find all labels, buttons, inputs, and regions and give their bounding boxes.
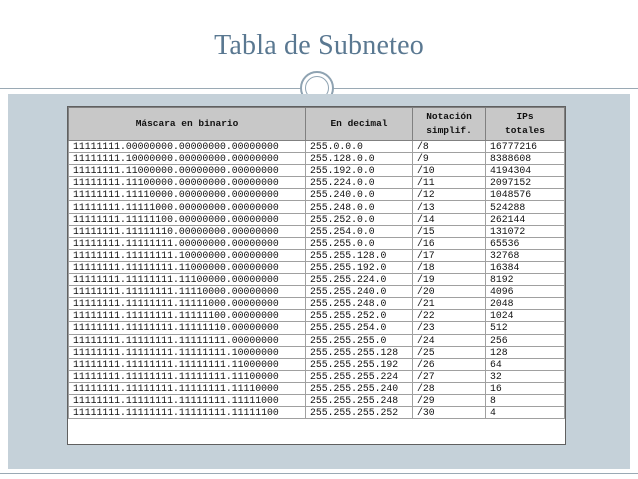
cell-total-ips: 8 bbox=[486, 394, 565, 406]
table-header-row bbox=[69, 108, 565, 141]
table-row bbox=[69, 310, 565, 322]
cell-binary-mask: 11111111.11100000.00000000.00000000 bbox=[69, 177, 306, 189]
cell-decimal: 255.255.255.192 bbox=[306, 358, 413, 370]
cell-decimal: 255.248.0.0 bbox=[306, 201, 413, 213]
cell-total-ips: 4 bbox=[486, 407, 565, 419]
cell-notation: /20 bbox=[413, 286, 486, 298]
cell-binary-mask: 11111111.11111111.11100000.00000000 bbox=[69, 274, 306, 286]
cell-total-ips: 16384 bbox=[486, 261, 565, 273]
cell-notation: /29 bbox=[413, 394, 486, 406]
cell-notation: /26 bbox=[413, 358, 486, 370]
table-row bbox=[69, 358, 565, 370]
header-total-ips bbox=[486, 108, 565, 141]
cell-decimal: 255.255.255.248 bbox=[306, 394, 413, 406]
table-row bbox=[69, 394, 565, 406]
header-total-ips-text: IPs totales bbox=[505, 111, 545, 136]
cell-binary-mask: 11111111.11111111.11111111.11111100 bbox=[69, 407, 306, 419]
cell-total-ips: 4194304 bbox=[486, 165, 565, 177]
cell-decimal: 255.255.240.0 bbox=[306, 286, 413, 298]
cell-notation: /23 bbox=[413, 322, 486, 334]
cell-binary-mask: 11111111.11111111.11111111.00000000 bbox=[69, 334, 306, 346]
table-row bbox=[69, 322, 565, 334]
cell-notation: /18 bbox=[413, 261, 486, 273]
cell-total-ips: 65536 bbox=[486, 237, 565, 249]
table-row bbox=[69, 213, 565, 225]
cell-notation: /24 bbox=[413, 334, 486, 346]
cell-binary-mask: 11111111.11111111.11111111.11100000 bbox=[69, 370, 306, 382]
table-row bbox=[69, 261, 565, 273]
table-row bbox=[69, 177, 565, 189]
cell-decimal: 255.255.224.0 bbox=[306, 274, 413, 286]
cell-binary-mask: 11111111.11111111.11111110.00000000 bbox=[69, 322, 306, 334]
cell-decimal: 255.255.255.224 bbox=[306, 370, 413, 382]
cell-binary-mask: 11111111.11111111.11111100.00000000 bbox=[69, 310, 306, 322]
cell-notation: /9 bbox=[413, 153, 486, 165]
cell-total-ips: 8388608 bbox=[486, 153, 565, 165]
cell-notation: /11 bbox=[413, 177, 486, 189]
table-body bbox=[69, 141, 565, 419]
table-row bbox=[69, 274, 565, 286]
cell-binary-mask: 11111111.11111111.11111111.10000000 bbox=[69, 346, 306, 358]
cell-binary-mask: 11111111.00000000.00000000.00000000 bbox=[69, 141, 306, 153]
cell-decimal: 255.255.255.252 bbox=[306, 407, 413, 419]
table-row bbox=[69, 286, 565, 298]
cell-notation: /10 bbox=[413, 165, 486, 177]
cell-binary-mask: 11111111.11111100.00000000.00000000 bbox=[69, 213, 306, 225]
table-row bbox=[69, 346, 565, 358]
cell-notation: /19 bbox=[413, 274, 486, 286]
cell-decimal: 255.0.0.0 bbox=[306, 141, 413, 153]
slide-title: Tabla de Subneteo bbox=[214, 30, 424, 61]
cell-total-ips: 1048576 bbox=[486, 189, 565, 201]
cell-decimal: 255.240.0.0 bbox=[306, 189, 413, 201]
cell-notation: /13 bbox=[413, 201, 486, 213]
cell-notation: /22 bbox=[413, 310, 486, 322]
cell-binary-mask: 11111111.11111111.11111000.00000000 bbox=[69, 298, 306, 310]
cell-decimal: 255.255.255.128 bbox=[306, 346, 413, 358]
table-row bbox=[69, 370, 565, 382]
cell-binary-mask: 11111111.11111111.10000000.00000000 bbox=[69, 249, 306, 261]
cell-decimal: 255.192.0.0 bbox=[306, 165, 413, 177]
table-row bbox=[69, 225, 565, 237]
table-row bbox=[69, 249, 565, 261]
cell-decimal: 255.255.128.0 bbox=[306, 249, 413, 261]
table-row bbox=[69, 189, 565, 201]
subnet-table bbox=[68, 107, 565, 419]
cell-decimal: 255.254.0.0 bbox=[306, 225, 413, 237]
header-binary-mask: Máscara en binario bbox=[69, 108, 306, 141]
cell-decimal: 255.255.254.0 bbox=[306, 322, 413, 334]
cell-total-ips: 8192 bbox=[486, 274, 565, 286]
cell-decimal: 255.255.0.0 bbox=[306, 237, 413, 249]
table-row bbox=[69, 382, 565, 394]
cell-decimal: 255.255.255.240 bbox=[306, 382, 413, 394]
table-row bbox=[69, 334, 565, 346]
cell-decimal: 255.252.0.0 bbox=[306, 213, 413, 225]
cell-total-ips: 1024 bbox=[486, 310, 565, 322]
table-row bbox=[69, 298, 565, 310]
cell-total-ips: 2097152 bbox=[486, 177, 565, 189]
cell-total-ips: 524288 bbox=[486, 201, 565, 213]
cell-total-ips: 512 bbox=[486, 322, 565, 334]
cell-notation: /25 bbox=[413, 346, 486, 358]
cell-notation: /27 bbox=[413, 370, 486, 382]
cell-total-ips: 2048 bbox=[486, 298, 565, 310]
cell-decimal: 255.224.0.0 bbox=[306, 177, 413, 189]
cell-decimal: 255.255.248.0 bbox=[306, 298, 413, 310]
header-notation-text: Notación simplif. bbox=[426, 111, 472, 136]
cell-total-ips: 262144 bbox=[486, 213, 565, 225]
table-row bbox=[69, 153, 565, 165]
cell-binary-mask: 11111111.11111111.11000000.00000000 bbox=[69, 261, 306, 273]
cell-notation: /21 bbox=[413, 298, 486, 310]
cell-total-ips: 64 bbox=[486, 358, 565, 370]
bottom-divider bbox=[0, 473, 638, 474]
cell-total-ips: 32768 bbox=[486, 249, 565, 261]
cell-binary-mask: 11111111.11111000.00000000.00000000 bbox=[69, 201, 306, 213]
subnet-table-container bbox=[67, 106, 566, 445]
table-row bbox=[69, 141, 565, 153]
cell-total-ips: 256 bbox=[486, 334, 565, 346]
cell-binary-mask: 11111111.11111110.00000000.00000000 bbox=[69, 225, 306, 237]
cell-notation: /28 bbox=[413, 382, 486, 394]
cell-notation: /8 bbox=[413, 141, 486, 153]
header-decimal: En decimal bbox=[306, 108, 413, 141]
cell-decimal: 255.128.0.0 bbox=[306, 153, 413, 165]
cell-binary-mask: 11111111.11111111.11111111.11000000 bbox=[69, 358, 306, 370]
cell-total-ips: 128 bbox=[486, 346, 565, 358]
table-row bbox=[69, 237, 565, 249]
table-row bbox=[69, 201, 565, 213]
table-row bbox=[69, 165, 565, 177]
cell-notation: /12 bbox=[413, 189, 486, 201]
cell-total-ips: 131072 bbox=[486, 225, 565, 237]
cell-decimal: 255.255.255.0 bbox=[306, 334, 413, 346]
cell-notation: /16 bbox=[413, 237, 486, 249]
cell-binary-mask: 11111111.11111111.11111111.11110000 bbox=[69, 382, 306, 394]
cell-notation: /17 bbox=[413, 249, 486, 261]
cell-binary-mask: 11111111.11110000.00000000.00000000 bbox=[69, 189, 306, 201]
cell-binary-mask: 11111111.11111111.00000000.00000000 bbox=[69, 237, 306, 249]
cell-notation: /14 bbox=[413, 213, 486, 225]
cell-decimal: 255.255.252.0 bbox=[306, 310, 413, 322]
cell-total-ips: 16777216 bbox=[486, 141, 565, 153]
cell-decimal: 255.255.192.0 bbox=[306, 261, 413, 273]
cell-binary-mask: 11111111.11111111.11110000.00000000 bbox=[69, 286, 306, 298]
cell-notation: /15 bbox=[413, 225, 486, 237]
cell-notation: /30 bbox=[413, 407, 486, 419]
cell-total-ips: 4096 bbox=[486, 286, 565, 298]
cell-binary-mask: 11111111.10000000.00000000.00000000 bbox=[69, 153, 306, 165]
cell-binary-mask: 11111111.11111111.11111111.11111000 bbox=[69, 394, 306, 406]
cell-binary-mask: 11111111.11000000.00000000.00000000 bbox=[69, 165, 306, 177]
table-row bbox=[69, 407, 565, 419]
cell-total-ips: 32 bbox=[486, 370, 565, 382]
cell-total-ips: 16 bbox=[486, 382, 565, 394]
header-notation bbox=[413, 108, 486, 141]
